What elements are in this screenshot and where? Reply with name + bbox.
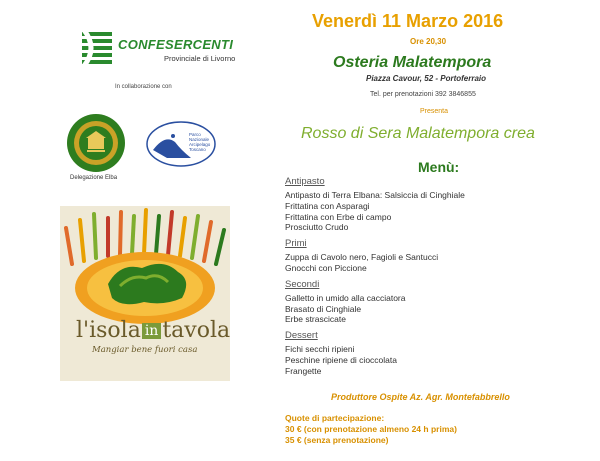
venue-name: Osteria Malatempora: [333, 54, 492, 71]
menu-section-antipasto: [285, 176, 585, 233]
isola-tagline: Mangiar bene fuori casa: [92, 345, 198, 355]
isola-wordmark: [76, 318, 230, 343]
menu-section-title: Primi: [285, 238, 307, 250]
menu-section-secondi: [285, 279, 585, 325]
menu-section-title: Antipasto: [285, 176, 325, 187]
menu-section-primi: [285, 238, 585, 274]
isola-word-right: tavola: [162, 318, 231, 343]
isola-word-in: in: [142, 323, 162, 339]
association-seal-icon: [66, 113, 126, 173]
presents-label: Presenta: [420, 108, 449, 115]
menu-section-title: Secondi: [285, 278, 320, 290]
price-line: 30 € (con prenotazione almeno 24 h prima): [285, 424, 457, 434]
delegation-label: Delegazione Elba: [70, 175, 118, 181]
menu-item: Antipasto di Terra Elbana: Salsiccia di Cinghiale: [285, 190, 465, 200]
menu-item: Galletto in umido alla cacciatora: [285, 292, 406, 303]
menu-item: Peschine ripiene di cioccolata: [285, 354, 397, 365]
menu-item: Fichi secchi ripieni: [285, 344, 355, 355]
menu-item: Frittatina con Erbe di campo: [285, 211, 392, 222]
guest-producer: Produttore Ospite Az. Agr. Montefabbrello: [331, 392, 510, 402]
menu-item: Zuppa di Cavolo nero, Fagioli e Santucci: [285, 252, 439, 263]
collaboration-label: In collaborazione con: [115, 84, 172, 90]
menu-item: Prosciutto Crudo: [285, 222, 349, 233]
menu-item: Brasato di Cinghiale: [285, 303, 362, 314]
menu-section-dessert: [285, 330, 585, 376]
price-block: [285, 413, 457, 446]
event-time: Ore 20,30: [410, 37, 447, 46]
event-subtitle: Rosso di Sera Malatempora crea: [301, 125, 535, 142]
booking-phone: Tel. per prenotazioni 392 3846855: [370, 91, 476, 98]
menu-item: Erbe strascicate: [285, 314, 346, 325]
svg-text:Toscano: Toscano: [189, 147, 206, 152]
sponsor-subtitle: Provinciale di Livorno: [164, 54, 236, 63]
park-logo-icon: [145, 120, 217, 168]
menu-section-title: Dessert: [285, 330, 318, 342]
sponsor-name: CONFESERCENTI: [118, 37, 234, 52]
menu-item: Frittatina con Asparagi: [285, 200, 370, 211]
menu-item: Frangette: [285, 365, 322, 376]
park-name: Parco: [189, 132, 201, 137]
venue-address: Piazza Cavour, 52 - Portoferraio: [366, 74, 487, 83]
event-date: Venerdì 11 Marzo 2016: [312, 11, 504, 31]
price-title: Quote di partecipazione:: [285, 413, 385, 423]
isola-word-left: l'isola: [76, 318, 141, 343]
menu-item: Gnocchi con Piccione: [285, 262, 367, 273]
menu-title: Menù:: [418, 159, 460, 175]
price-line: 35 € (senza prenotazione): [285, 435, 389, 445]
menu-list: [285, 176, 585, 382]
svg-text:Nazionale: Nazionale: [189, 137, 210, 142]
svg-text:Arcipelago: Arcipelago: [189, 142, 211, 147]
